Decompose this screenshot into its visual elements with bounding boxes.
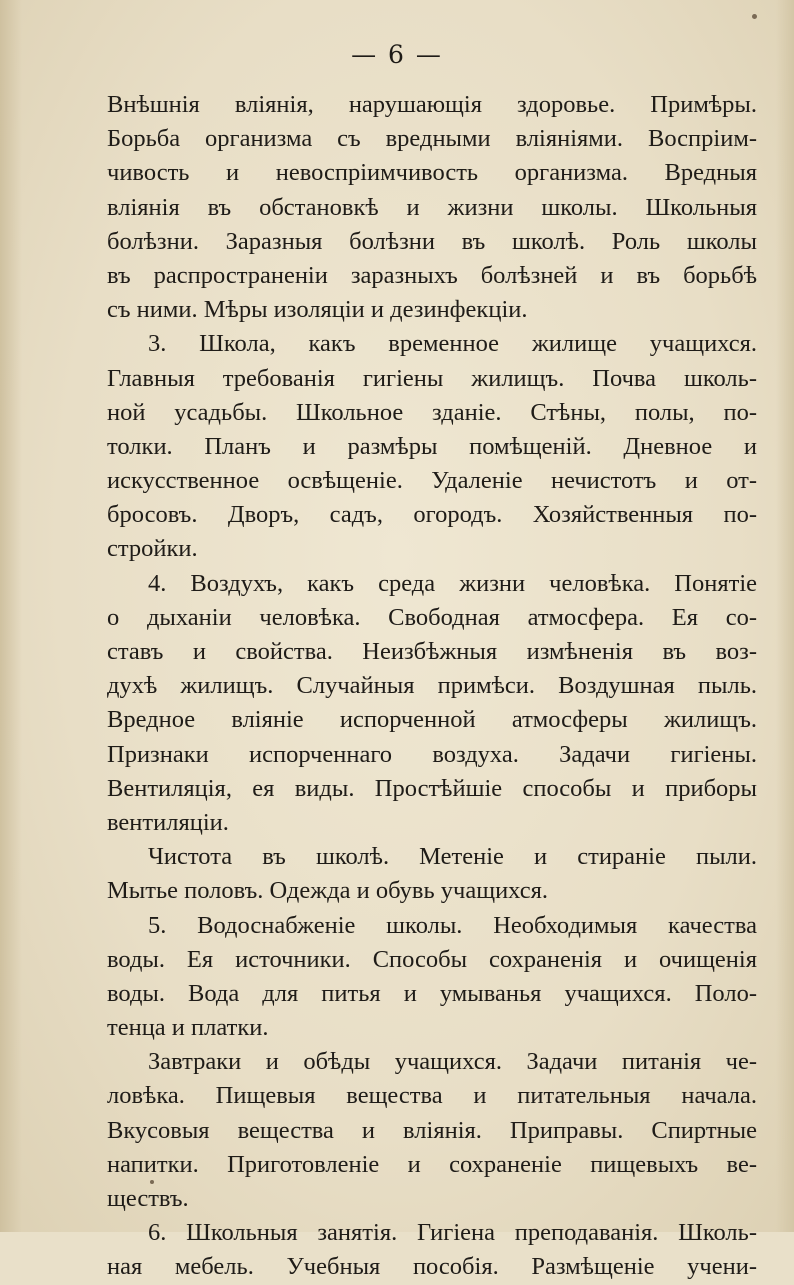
text-line: ставъ и свойства. Неизбѣжныя измѣненія въ воз- xyxy=(107,638,757,665)
text-line: ловѣка. Пищевыя вещества и питательныя начала. xyxy=(107,1082,757,1110)
text-line: въ распространеніи заразныхъ болѣзней и въ борьбѣ xyxy=(107,261,757,289)
page-edge-shadow-right xyxy=(776,0,794,1232)
text-line: 4. Воздухъ, какъ среда жизни человѣка. Понятіе xyxy=(148,569,757,597)
text-line: ная мебель. Учебныя пособія. Размѣщеніе учени- xyxy=(107,1253,757,1281)
text-line: ной усадьбы. Школьное зданіе. Стѣны, полы, по- xyxy=(107,398,757,426)
text-line: духѣ жилищъ. Случайныя примѣси. Воздушная пыль. xyxy=(107,672,757,700)
body-text xyxy=(107,88,757,1285)
paper-speck xyxy=(752,14,757,19)
text-line: вліянія въ обстановкѣ и жизни школы. Школьныя xyxy=(107,193,757,221)
text-line: ществъ. xyxy=(107,1185,189,1212)
paper-speck xyxy=(150,1180,154,1184)
text-line: Вентиляція, ея виды. Простѣйшіе способы и приборы xyxy=(107,774,757,802)
text-line: Чистота въ школѣ. Метеніе и стираніе пыли. xyxy=(148,843,757,871)
text-line: чивость и невоспріимчивость организма. Вредныя xyxy=(107,159,757,187)
text-line: тенца и платки. xyxy=(107,1014,269,1042)
text-line: стройки. xyxy=(107,535,198,563)
text-line: Вредное вліяніе испорченной атмосферы жилищъ. xyxy=(107,706,757,734)
text-line: бросовъ. Дворъ, садъ, огородъ. Хозяйственныя по- xyxy=(107,501,757,529)
text-line: Завтраки и обѣды учащихся. Задачи питанія че- xyxy=(148,1048,757,1076)
text-line: 5. Водоснабженіе школы. Необходимыя качества xyxy=(148,911,757,939)
text-line: искусственное освѣщеніе. Удаленіе нечистотъ и от- xyxy=(107,467,757,495)
text-line: о дыханіи человѣка. Свободная атмосфера. Ея со- xyxy=(107,603,757,631)
text-line: Борьба организма съ вредными вліяніями. Воспріим- xyxy=(107,125,757,153)
text-line: напитки. Приготовленіе и сохраненіе пищевыхъ ве- xyxy=(107,1150,757,1178)
text-line: Главныя требованія гигіены жилищъ. Почва школь- xyxy=(107,364,757,392)
text-line: съ ними. Мѣры изоляціи и дезинфекціи. xyxy=(107,296,528,324)
text-line: Мытье половъ. Одежда и обувь учащихся. xyxy=(107,877,548,905)
text-line: воды. Вода для питья и умыванья учащихся. Поло- xyxy=(107,979,757,1007)
text-line: воды. Ея источники. Способы сохраненія и очищенія xyxy=(107,945,757,973)
text-line: толки. Планъ и размѣры помѣщеній. Дневное и xyxy=(107,432,757,460)
text-line: Внѣшнія вліянія, нарушающія здоровье. Примѣры. xyxy=(107,91,757,118)
text-line: 3. Школа, какъ временное жилище учащихся. xyxy=(148,330,757,358)
text-line: болѣзни. Заразныя болѣзни въ школѣ. Роль школы xyxy=(107,227,757,255)
text-line: вентиляціи. xyxy=(107,808,229,836)
text-line: Признаки испорченнаго воздуха. Задачи гигіены. xyxy=(107,740,757,768)
page-number: — 6 — xyxy=(351,40,443,69)
page-edge-shadow-left xyxy=(0,0,22,1232)
text-line: 6. Школьныя занятія. Гигіена преподаванія. Школь- xyxy=(148,1219,757,1247)
text-line: Вкусовыя вещества и вліянія. Приправы. Спиртные xyxy=(107,1116,757,1144)
